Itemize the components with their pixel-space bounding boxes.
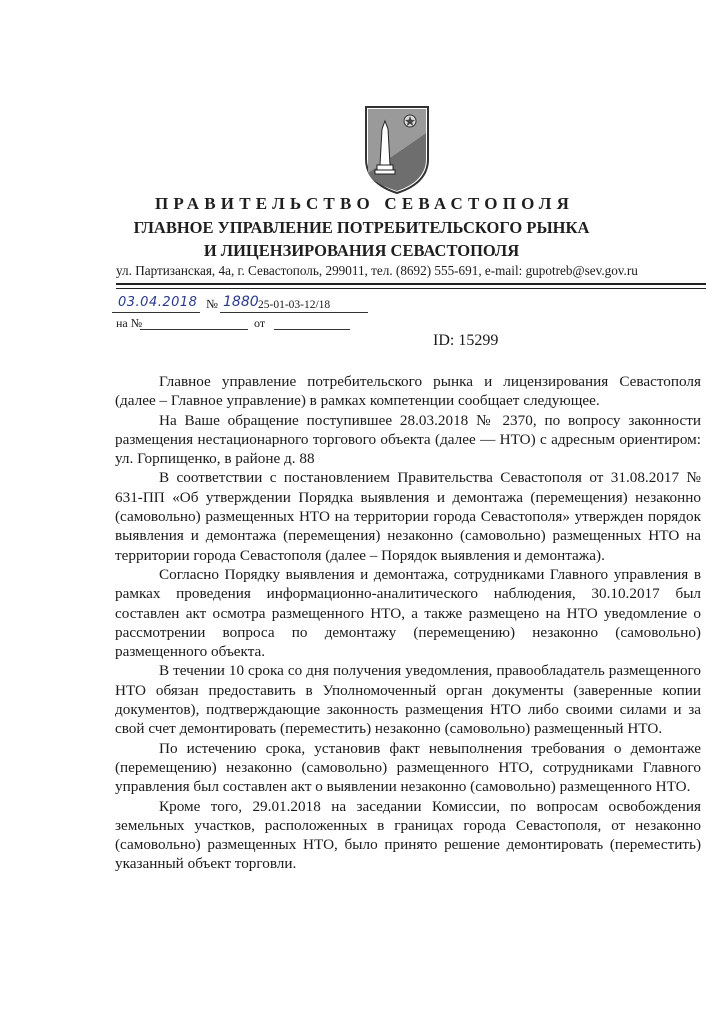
reply-date-blank xyxy=(274,329,350,330)
document-id: ID: 15299 xyxy=(433,332,499,349)
letter-body xyxy=(115,372,701,874)
department-title: ГЛАВНОЕ УПРАВЛЕНИЕ ПОТРЕБИТЕЛЬСКОГО РЫНКА xyxy=(133,218,590,237)
reply-date-label: от xyxy=(254,316,266,330)
reply-number-blank xyxy=(140,329,248,330)
paragraph: По истечению срока, установив факт невыполнения требования о демонтаже (перемещению) незаконно (самовольно) размещенного НТО, сотрудниками Главного управления был составлен акт о выявлении незаконно (самовольно) размещенного НТО. xyxy=(115,739,701,796)
paragraph: В соответствии с постановлением Правительства Севастополя от 31.08.2017 № 631-ПП «Об утверждении Порядка выявления и демонтажа (перемещения) незаконно (самовольно) размещенных НТО на территории города Севастополя» утвержден порядок выявления и демонтажа (перемещения) незаконно (самовольно) размещенных НТО на территории города Севастополя (далее – Порядок выявления и демонтажа). xyxy=(115,469,701,564)
date-underline xyxy=(112,312,200,313)
paragraph: Главное управление потребительского рынка и лицензирования Севастополя (далее – Главное управление) в рамках компетенции сообщает следующее. xyxy=(115,373,701,410)
number-sign: № xyxy=(206,297,218,311)
paragraph: Кроме того, 29.01.2018 на заседании Комиссии, по вопросам освобождения земельных участков, расположенных в границах города Севастополя, от незаконно (самовольно) размещенных НТО, было принято решение демонтировать (переместить) указанный объект торговли. xyxy=(115,797,701,873)
paragraph: Согласно Порядку выявления и демонтажа, сотрудниками Главного управления в рамках проведения информационно-аналитического наблюдения, 30.10.2017 был составлен акт осмотра размещенного НТО, а также размещено на НТО уведомление о рассмотрении вопроса по демонтажу (перемещению) незаконно (самовольно) размещенного объекта. xyxy=(115,565,701,661)
paragraph: В течении 10 срока со дня получения уведомления, правообладатель размещенного НТО обязан предоставить в Уполномоченный орган документы (заверенные копии документов), подтверждающие законность размещения НТО либо своими силами и за свой счет демонтировать (переместить) незаконно (самовольно) размещенный НТО. xyxy=(115,662,701,738)
registration-row xyxy=(110,295,380,317)
number-underline xyxy=(220,312,368,313)
header-divider xyxy=(116,288,706,289)
reply-reference-row xyxy=(116,316,416,332)
government-title: ПРАВИТЕЛЬСТВО СЕВАСТОПОЛЯ xyxy=(154,194,575,213)
reply-number-label: на № xyxy=(116,316,143,330)
department-title-continued: И ЛИЦЕНЗИРОВАНИЯ СЕВАСТОПОЛЯ xyxy=(203,241,520,260)
registration-code: 25-01-03-12/18 xyxy=(258,299,331,311)
contact-address: ул. Партизанская, 4а, г. Севастополь, 299011, тел. (8692) 555-691, e-mail: gupotreb@sev.gov.ru xyxy=(116,263,706,285)
paragraph: На Ваше обращение поступившее 28.03.2018 № 2370, по вопросу законности размещения нестационарного торгового объекта (далее — НТО) с адресным ориентиром: ул. Горпищенко, в районе д. 88 xyxy=(115,411,701,468)
registration-date: 03.04.2018 xyxy=(118,295,198,310)
sevastopol-coat-of-arms-icon xyxy=(362,103,432,195)
registration-number: 1880 xyxy=(223,294,259,310)
